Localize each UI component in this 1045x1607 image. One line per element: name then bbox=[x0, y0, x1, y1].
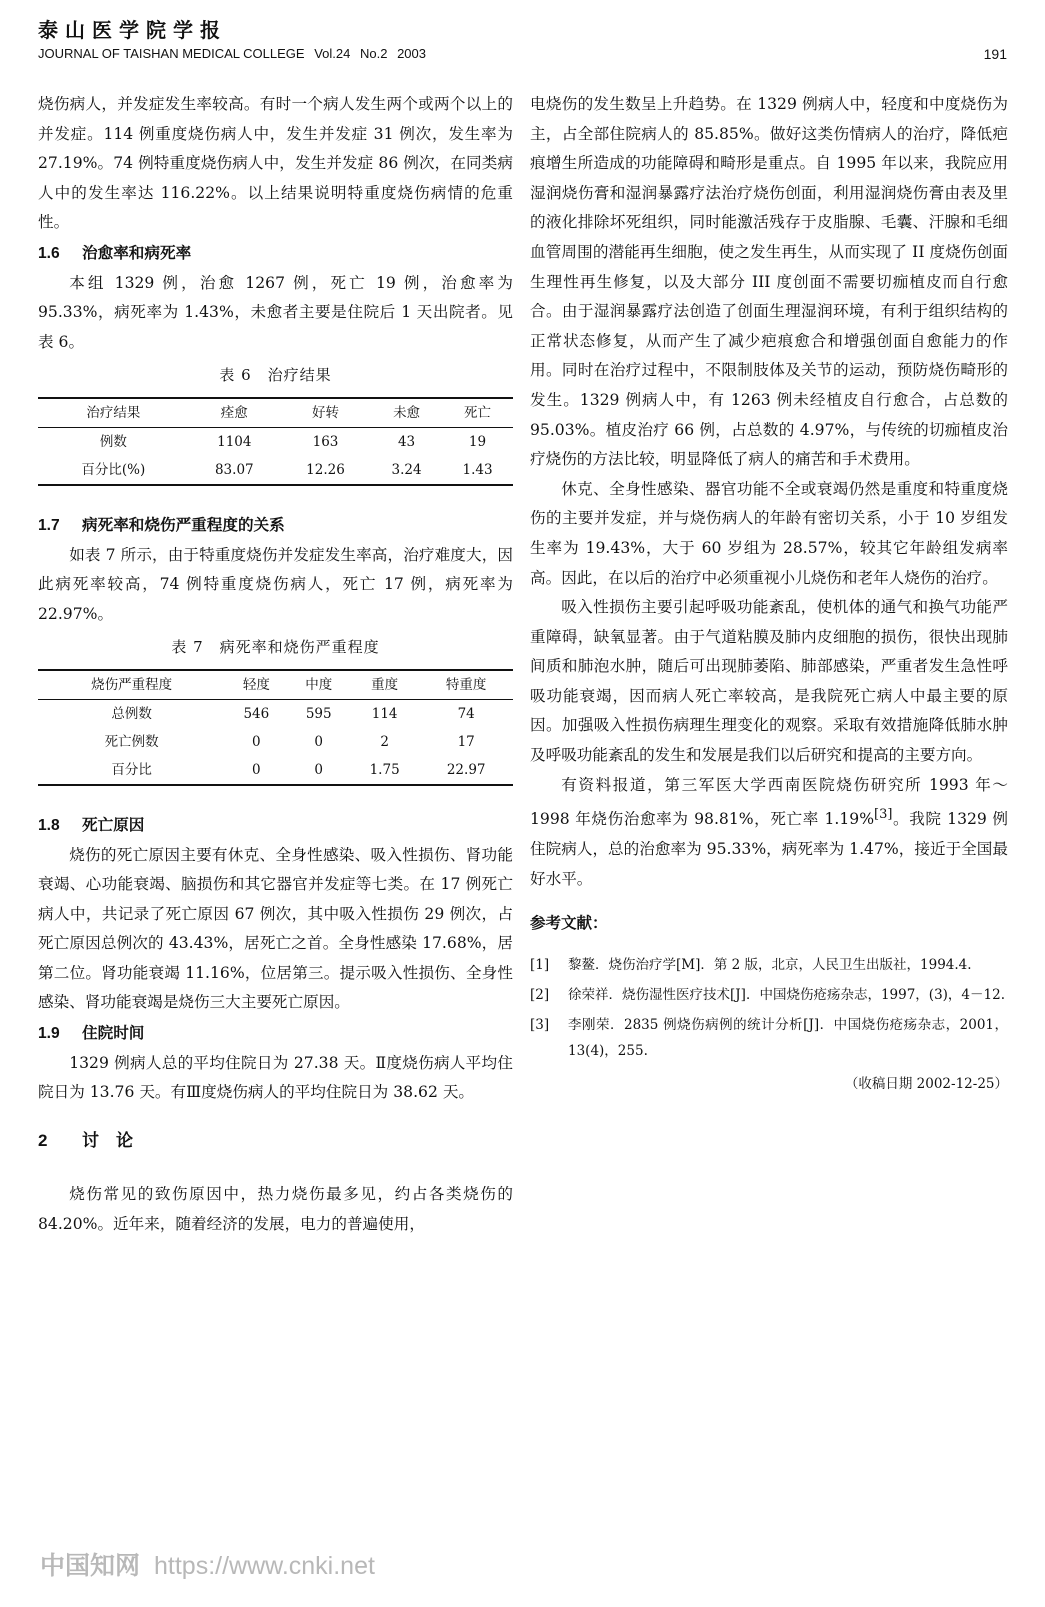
table-row bbox=[38, 699, 513, 728]
comparison-paragraph bbox=[530, 771, 1008, 895]
section-1-8-heading bbox=[38, 810, 513, 841]
reference-number: [2] bbox=[530, 986, 550, 1003]
section-title: 病死率和烧伤严重程度的关系 bbox=[82, 514, 285, 534]
section-number: 1.6 bbox=[38, 244, 60, 262]
reference-number: [3] bbox=[530, 1016, 550, 1033]
table-cell: 例数 bbox=[99, 433, 127, 450]
page-header bbox=[38, 14, 1007, 66]
table-row bbox=[38, 456, 513, 485]
complications-paragraph: 休克、全身性感染、器官功能不全或衰竭仍然是重度和特重度烧伤的主要并发症，并与烧伤病人的年龄有密切关系，小于 10 岁组发生率为 19.43%，大于 60 岁组为 28.57%，较其它年龄组发病率高。因此，在以后的治疗中必须重视小儿烧伤和老年人烧伤的治疗。 bbox=[530, 479, 1008, 587]
table-cell: 114 bbox=[371, 705, 398, 722]
table-cell: 546 bbox=[243, 705, 270, 722]
table-header-cell: 中度 bbox=[305, 676, 333, 693]
section-number: 1.9 bbox=[38, 1025, 60, 1043]
section-title: 住院时间 bbox=[82, 1023, 145, 1043]
table-header-row bbox=[38, 670, 513, 700]
table-cell: 19 bbox=[468, 433, 487, 450]
table-cell: 百分比(%) bbox=[81, 461, 146, 478]
reference-number: [1] bbox=[530, 956, 550, 973]
inhalation-injury-paragraph: 吸入性损伤主要引起呼吸功能紊乱，使机体的通气和换气功能严重障碍，缺氧显著。由于气道粘膜及肺内皮细胞的损伤，很快出现肺间质和肺泡水肿，随后可出现肺萎陷、肺部感染，严重者发生急性呼吸功能衰竭，因而病人死亡率较高，是我院死亡病人中最主要的原因。加强吸入性损伤病理生理变化的观察。采取有效措施降低肺水肿及呼吸功能紊乱的发生和发展是我们以后研究和提高的主要方向。 bbox=[530, 598, 1008, 765]
section-1-6-heading bbox=[38, 238, 513, 269]
section-1-7-paragraph: 如表 7 所示，由于特重度烧伤并发症发生率高，治疗难度大，因此病死率较高，74 例特重度烧伤病人，死亡 17 例，病死率为 22.97%。 bbox=[38, 545, 513, 623]
table-row bbox=[38, 728, 513, 756]
table-cell: 1.43 bbox=[462, 461, 493, 478]
comparison-text-a: 有资料报道，第三军医大学西南医院烧伤研究所 1993 年～1998 年烧伤治愈率为 98.81%，死亡率 1.19% bbox=[530, 775, 1008, 829]
table-7-title: 表 7 病死率和烧伤严重程度 bbox=[171, 638, 380, 657]
journal-info-line bbox=[38, 46, 1007, 62]
table-6-title: 表 6 治疗结果 bbox=[219, 366, 332, 385]
table-row bbox=[38, 756, 513, 785]
table-header-cell: 轻度 bbox=[242, 676, 270, 693]
table-header-cell: 死亡 bbox=[464, 404, 492, 421]
table-cell: 43 bbox=[397, 433, 416, 450]
table-cell: 0 bbox=[252, 761, 261, 778]
discussion-paragraph-continued: 电烧伤的发生数呈上升趋势。在 1329 例病人中，轻度和中度烧伤为主，占全部住院病人的 85.85%。做好这类伤情病人的治疗，降低疤痕增生所造成的功能障碍和畸形是重点。自 1995 年以来，我院应用湿润烧伤膏和湿润暴露疗法治疗烧伤创面，利用湿润烧伤膏由表及里的液化排除坏死组织，同时能激活残存于皮脂腺、毛囊、汗腺和毛细血管周围的潜能再生细胞，使之发生再生，从而实现了 II 度烧伤创面生理性再生修复，以及大部分 III 度创面不需要切痂植皮而自行愈合。由于湿润暴露疗法创造了创面生理湿润环境，有利于组织结构的正常状态修复，从而产生了减少疤痕愈合和增强创面自愈能力的作用。同时在治疗过程中，不限制肢体及关节的运动，预防烧伤畸形的发生。1329 例病人中，有 1263 例未经植皮自行愈合，占总数的 95.03%。植皮治疗 66 例，占总数的 4.97%，与传统的切痂植皮治疗烧伤的方法比较，明显降低了病人的痛苦和手术费用。 bbox=[530, 95, 1008, 469]
table-cell: 百分比 bbox=[111, 761, 152, 778]
table-cell: 2 bbox=[380, 733, 389, 750]
watermark-url: https://www.cnki.net bbox=[154, 1552, 375, 1580]
journal-title-cn: 泰山医学院学报 bbox=[38, 18, 227, 42]
reference-text: 黎鳌．烧伤治疗学[M]．第 2 版，北京，人民卫生出版社，1994.4. bbox=[568, 956, 972, 973]
table-cell: 1.75 bbox=[369, 761, 400, 778]
table-cell: 163 bbox=[312, 433, 339, 450]
table-header-cell: 特重度 bbox=[445, 676, 487, 693]
page-number: 191 bbox=[983, 46, 1007, 62]
section-1-9-paragraph: 1329 例病人总的平均住院日为 27.38 天。Ⅱ度烧伤病人平均住院日为 13.76 天。有Ⅲ度烧伤病人的平均住院日为 38.62 天。 bbox=[38, 1053, 513, 1102]
journal-year: 2003 bbox=[397, 46, 426, 61]
table-header-cell: 未愈 bbox=[393, 404, 421, 421]
table-cell: 3.24 bbox=[391, 461, 422, 478]
section-1-8-paragraph: 烧伤的死亡原因主要有休克、全身性感染、吸入性损伤、肾功能衰竭、心功能衰竭、脑损伤和其它器官并发症等七类。在 17 例死亡病人中，共记录了死亡原因 67 例次，其中吸入性损伤 29 例次，占死亡原因总例次的 43.43%，居死亡之首。全身性感染 17.68%，居第二位。肾功能衰竭 11.16%，位居第三。提示吸入性损伤、全身性感染、肾功能衰竭是烧伤三大主要死亡原因。 bbox=[38, 845, 513, 1012]
journal-volume: Vol.24 bbox=[314, 46, 351, 61]
table-cell: 1104 bbox=[217, 433, 252, 450]
table-cell: 74 bbox=[457, 705, 475, 722]
section-title: 治愈率和病死率 bbox=[82, 242, 192, 262]
citation-ref: [3] bbox=[874, 807, 893, 823]
received-date: 2002-12-25） bbox=[916, 1075, 1008, 1092]
references-title: 参考文献： bbox=[530, 913, 608, 933]
table-6 bbox=[38, 397, 513, 486]
table-header-row bbox=[38, 398, 513, 428]
table-7 bbox=[38, 669, 513, 786]
table-header-cell: 重度 bbox=[371, 676, 399, 693]
right-column bbox=[530, 90, 1008, 1099]
table-cell: 595 bbox=[305, 705, 332, 722]
section-number: 1.7 bbox=[38, 516, 60, 534]
comparison-text-b: 。我院 1329 例住院病人，总的治愈率为 95.33%，病死率为 1.47%，接近于全国最好水平。 bbox=[530, 810, 1008, 888]
section-number: 1.8 bbox=[38, 816, 60, 834]
table-header-cell: 痊愈 bbox=[220, 404, 248, 421]
journal-number: No.2 bbox=[359, 46, 388, 61]
table-header-cell: 烧伤严重程度 bbox=[91, 676, 173, 693]
watermark-brand: 中国知网 bbox=[40, 1552, 141, 1580]
table-row bbox=[38, 427, 513, 456]
table-cell: 0 bbox=[252, 733, 261, 750]
received-date-line bbox=[530, 1070, 1008, 1100]
intro-paragraph: 烧伤病人，并发症发生率较高。有时一个病人发生两个或两个以上的并发症。114 例重度烧伤病人中，发生并发症 31 例次，发生率为 27.19%。74 例特重度烧伤病人中，发生并发症 86 例次，在同类病人中的发生率达 116.22%。以上结果说明特重度烧伤病情的危重性。 bbox=[38, 95, 513, 232]
journal-title-en: JOURNAL OF TAISHAN MEDICAL COLLEGE bbox=[38, 46, 305, 61]
table-cell: 12.26 bbox=[306, 461, 345, 478]
table-cell: 22.97 bbox=[446, 761, 486, 778]
section-2-heading bbox=[38, 1126, 513, 1157]
reference-item bbox=[530, 952, 1008, 978]
table-cell: 0 bbox=[314, 761, 324, 778]
section-1-6-paragraph: 本组 1329 例，治愈 1267 例，死亡 19 例，治愈率为 95.33%，病死率为 1.43%，未愈者主要是住院后 1 天出院者。见表 6。 bbox=[38, 273, 513, 351]
section-number: 2 bbox=[38, 1130, 48, 1150]
reference-item bbox=[530, 1012, 1008, 1064]
reference-item bbox=[530, 982, 1008, 1008]
section-title: 讨 论 bbox=[82, 1130, 133, 1151]
reference-text: 李刚荣．2835 例烧伤病例的统计分析[J]．中国烧伤疮疡杂志，2001，13(4)，255. bbox=[568, 1016, 1008, 1059]
section-title: 死亡原因 bbox=[82, 814, 145, 834]
cnki-watermark bbox=[40, 1546, 375, 1582]
table-header-cell: 好转 bbox=[312, 404, 339, 421]
reference-text: 徐荣祥．烧伤湿性医疗技术[J]．中国烧伤疮疡杂志，1997，(3)，4－12. bbox=[568, 986, 1005, 1003]
table-cell: 0 bbox=[314, 733, 324, 750]
table-cell: 死亡例数 bbox=[104, 733, 159, 750]
section-1-9-heading bbox=[38, 1018, 513, 1049]
table-cell: 83.07 bbox=[214, 461, 254, 478]
table-cell: 17 bbox=[457, 733, 475, 750]
table-cell: 总例数 bbox=[111, 705, 152, 722]
section-1-7-heading bbox=[38, 510, 513, 541]
discussion-paragraph: 烧伤常见的致伤原因中，热力烧伤最多见，约占各类烧伤的 84.20%。近年来，随着经济的发展，电力的普遍使用， bbox=[38, 1185, 513, 1234]
left-column bbox=[38, 90, 513, 1240]
received-label: （收稿日期 bbox=[844, 1075, 913, 1092]
table-header-cell: 治疗结果 bbox=[86, 404, 141, 421]
